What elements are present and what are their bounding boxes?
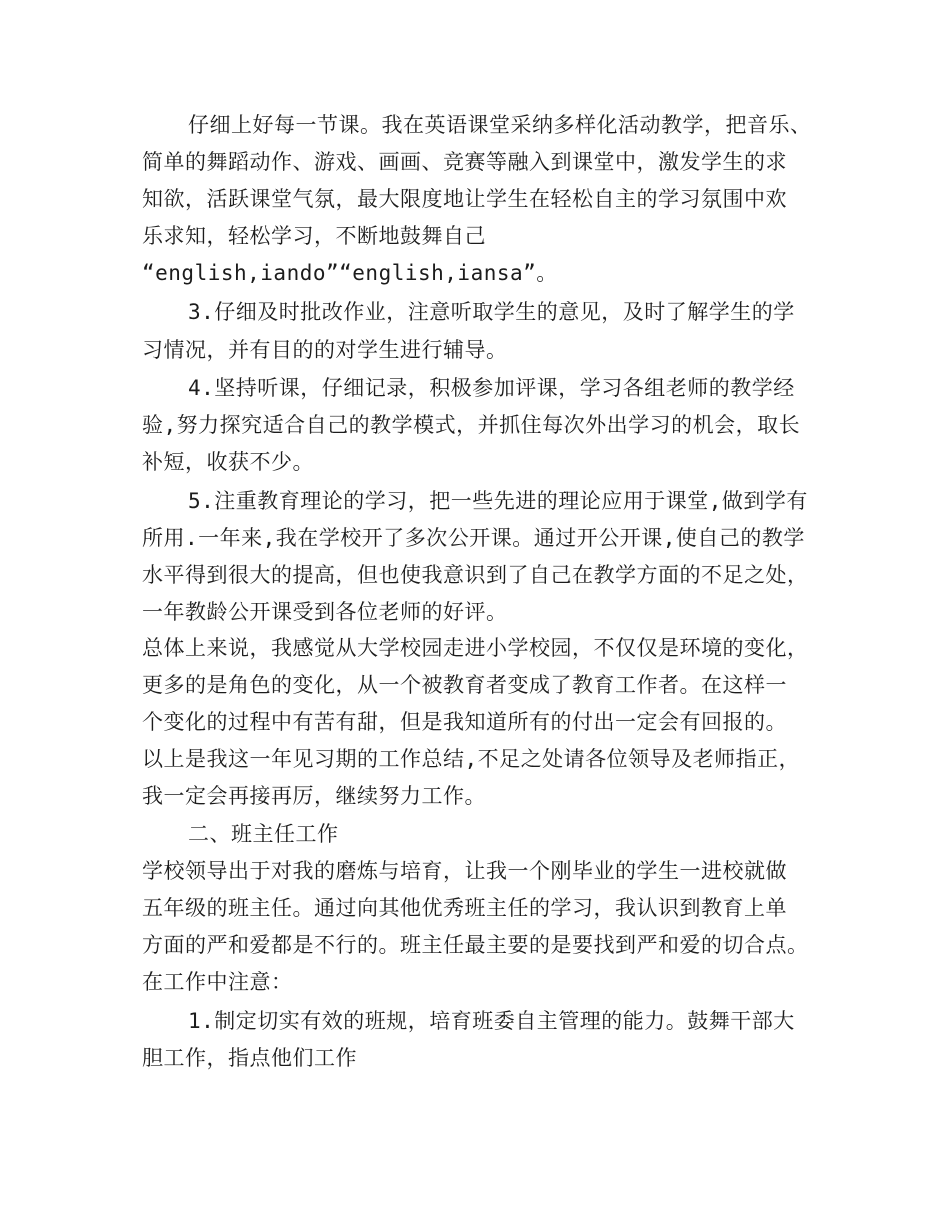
paragraph-line: 仔细上好每一节课。我在英语课堂采纳多样化活动教学，把音乐、 xyxy=(188,113,812,137)
paragraph-line: 个变化的过程中有苦有甜，但是我知道所有的付出一定会有回报的。 xyxy=(142,710,787,734)
paragraph-line: 我一定会再接再厉，继续努力工作。 xyxy=(142,784,486,808)
list-item-line: 水平得到很大的提高，但也使我意识到了自己在教学方面的不足之处， xyxy=(142,563,809,587)
paragraph-line: 在工作中注意： xyxy=(142,970,293,994)
paragraph-line: 更多的是角色的变化，从一个被教育者变成了教育工作者。在这样一 xyxy=(142,673,787,697)
list-item-line: 习情况，并有目的的对学生进行辅导。 xyxy=(142,338,508,362)
paragraph-line: “english,iando”“english,iansa”。 xyxy=(142,261,558,285)
list-item-line: 所用.一年来,我在学校开了多次公开课。通过开公开课,使自己的教学 xyxy=(142,526,805,550)
list-item-line: 5.注重教育理论的学习，把一些先进的理论应用于课堂,做到学有 xyxy=(188,489,808,513)
list-item-line: 1.制定切实有效的班规，培育班委自主管理的能力。鼓舞干部大 xyxy=(188,1009,795,1033)
list-item-line: 3.仔细及时批改作业，注意听取学生的意见，及时了解学生的学 xyxy=(188,300,795,324)
section-heading: 二、班主任工作 xyxy=(188,822,339,846)
list-item-line: 补短，收获不少。 xyxy=(142,450,314,474)
list-item-line: 胆工作，指点他们工作 xyxy=(142,1046,357,1070)
paragraph-line: 方面的严和爱都是不行的。班主任最主要的是要找到严和爱的切合点。 xyxy=(142,933,809,957)
paragraph-line: 乐求知，轻松学习，不断地鼓舞自己 xyxy=(142,224,486,248)
paragraph-line: 以上是我这一年见习期的工作总结,不足之处请各位领导及老师指正， xyxy=(142,747,801,771)
paragraph-line: 总体上来说，我感觉从大学校园走进小学校园，不仅仅是环境的变化， xyxy=(142,636,809,660)
paragraph-line: 五年级的班主任。通过向其他优秀班主任的学习，我认识到教育上单 xyxy=(142,896,787,920)
list-item-line: 4.坚持听课，仔细记录，积极参加评课，学习各组老师的教学经 xyxy=(188,376,795,400)
paragraph-line: 简单的舞蹈动作、游戏、画画、竞赛等融入到课堂中，激发学生的求 xyxy=(142,150,787,174)
paragraph-line: 学校领导出于对我的磨炼与培育，让我一个刚毕业的学生一进校就做 xyxy=(142,859,787,883)
list-item-line: 验,努力探究适合自己的教学模式，并抓住每次外出学习的机会，取长 xyxy=(142,413,801,437)
paragraph-line: 知欲，活跃课堂气氛，最大限度地让学生在轻松自主的学习氛围中欢 xyxy=(142,187,787,211)
list-item-line: 一年教龄公开课受到各位老师的好评。 xyxy=(142,600,508,624)
